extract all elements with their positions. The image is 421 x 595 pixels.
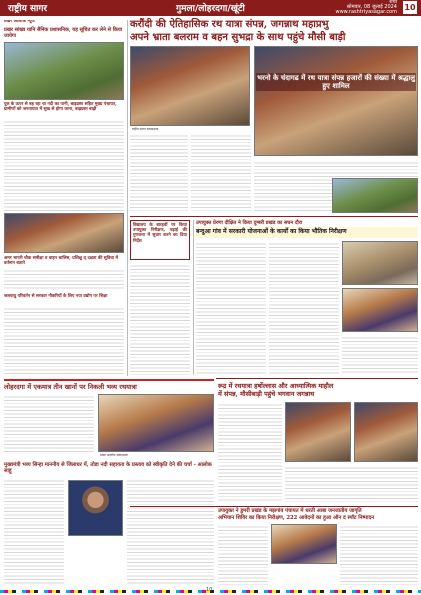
lead-headline-line2: अपने भ्राता बलराम व बहन सुभद्रा के साथ पहुंचे मौसी बाड़ी [130,32,346,43]
center-box-text: विद्यालय के बारहवीं पर किया उपायुक्त निरीक्षण, पढ़ाई की गुणवत्ता में सुधार करने का दिया निर्देश [133,223,187,244]
page-number: 10 [404,3,416,12]
masthead-meta [336,0,398,15]
left-story1-headline: प्रखर सांख्य यानि सैनिक प्रशासनिक, यह सूचित कर लेने से किया जायेगा [4,27,123,39]
left-story4-body [4,394,94,454]
lead-photo-right [254,46,418,156]
left-story2-photo [4,213,124,253]
left-story5-portrait [68,480,123,536]
right-story1-headline-line1: रूद्र में रथयात्रा हर्षोल्लास और आध्यात्मिक माहौल [218,382,334,390]
brand-logo: राष्ट्रीय सागर [8,4,48,14]
left-story4-headline: लोहरदगा में एकमात्र तीन खानों पर निकली भव्य रथयात्रा [4,383,137,391]
left-story3-headline: जलवायु परिवर्तन से सरकार नौकरियों के लिए नया उद्योग पर शिक्षा [4,294,108,299]
footer-page-marker: 10 [206,587,213,593]
left-story1-photo [4,42,124,100]
left-story1-body [4,119,124,211]
lead-photo-main [130,46,250,126]
left-story5-body-b [127,478,214,586]
left-story5-body-a [4,478,64,586]
left-story1-caption: पुल के ऊपर से बह रहा था नदी का पानी, बाढ़ग्रस्त सहित मुख्य पंचायत, ग्रामीणों को जनतायात में सुख से होगा जाना, बाढ़ग्रस्त बाढ़ी [4,102,117,113]
left-column-rule [127,20,128,376]
right-story2-headline-line2: अभियान शिविर का किया निरीक्षण, 222 आवेदनों का हुआ ऑन द स्पॉट निष्पादन [218,515,375,521]
center-story-body-b [269,241,339,375]
right-story2-headline-line1: उपायुक्त ने डुमरी प्रखंड के मझगांव पंचायत में धरती आबा जनजातीय जागृति [218,508,362,514]
center-rule [193,220,194,375]
left-story4-photo-caption: प्रखर आलोक संवाददाता [100,453,129,457]
left-tagline: प्रखर आलोक न्यूज [4,20,35,24]
masthead-date: सोमवार, 08 जुलाई 2024 [346,4,397,10]
lead-photo-caption: राष्ट्रीय सागर संवाददाता [132,127,159,131]
lead-overlay-headline: भरनो के चंदागढ में रथ यात्रा संपन्न हजारों की संख्या में श्रद्धालु हुए शामिल [257,73,415,90]
left-divider [4,379,214,381]
masthead-website: www.rashtriyasagar.com [335,9,397,15]
right-story2-body-a [218,524,268,586]
right-story1-photo-2 [354,402,418,462]
lead-headline-line1: करौंदी की ऐतिहासिक रथ यात्रा संपन्न, जगन्नाथ महाप्रभु [130,19,329,30]
right-story1-headline-line2: में संपन्न, मौसीबाड़ी पहुंचे भगवान जगन्नाथ [218,390,315,398]
center-story-subheadline: बन्दुआ गांव में सरकारी योजनाओं के कार्यों का किया भौतिक निरीक्षण [196,228,347,235]
section-title: गुमला/लोहरदगा/खूंटी [176,4,245,14]
center-story-photo-2 [342,288,418,332]
left-story5-headline: मुख्यमंत्री भव्य सिन्हा माननीय से जिलाधर में, तोडा नदी सहायता के प्रस्ताव को स्वीकृति देने की चर्चा - आलोक साहू [4,462,212,475]
right-story2-body-b [340,524,418,586]
lead-bottom-rule [130,216,418,217]
left-story3-body [4,306,124,376]
center-bottom-rule [216,378,418,379]
lead-body-a [130,133,188,213]
lead-photo-small [332,178,418,213]
center-left-body [130,263,190,375]
right-bottom-rule [130,506,418,507]
center-story-headline: उपायुक्त प्रेरणा दीक्षित ने किया दुम्बरी प्रखंड का सघन दौरा [196,220,303,226]
masthead [0,0,421,16]
lead-body-b [191,133,251,213]
right-story1-photo-1 [285,402,351,462]
center-story-body-a [196,241,266,375]
left-story2-headline: अमर भारती चौक समीक्षा व वाहन चालिस, प्रशिक्षु ध् दक्षता की सुविधा में वर्तमान बताते [4,256,119,267]
center-box [130,220,190,260]
left-story4-photo [98,394,214,452]
right-story1-body-b [285,465,418,502]
right-story1-body-a [218,402,282,502]
right-story2-photo [271,524,337,564]
center-story-photo-1 [342,241,418,285]
center-story-body-c [342,335,418,375]
masthead-city: रांची [389,0,397,5]
left-story2-body [4,268,124,290]
